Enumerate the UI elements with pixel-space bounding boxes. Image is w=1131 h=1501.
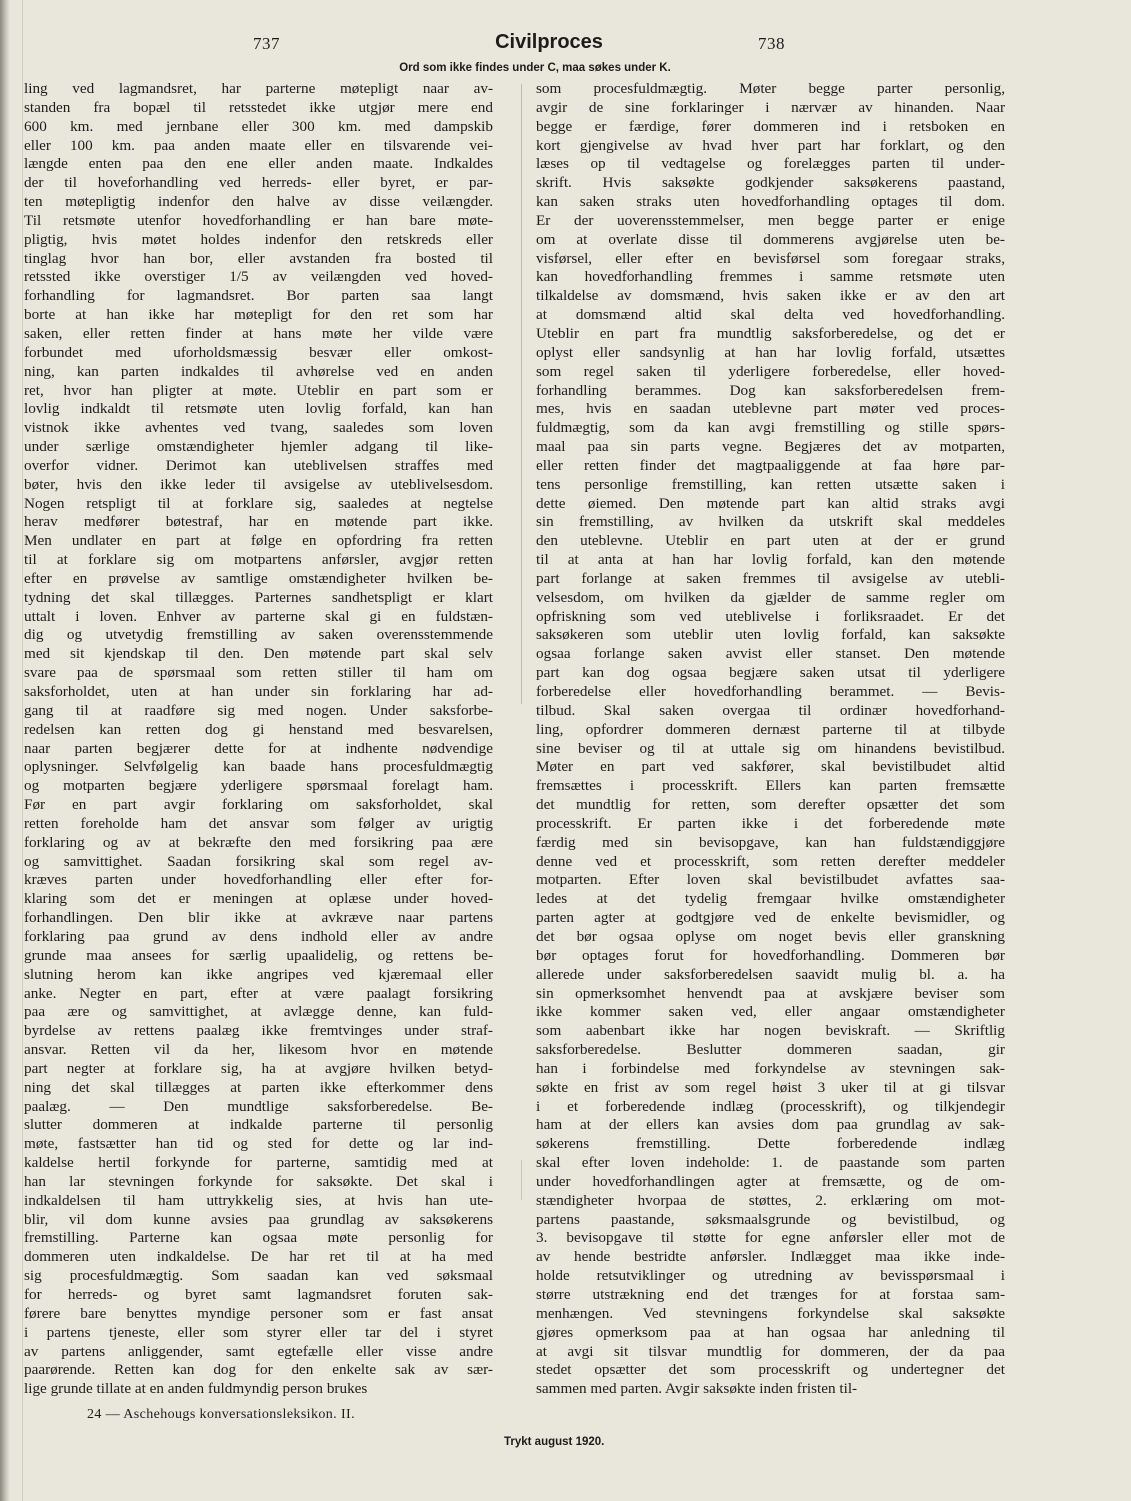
text-line: part forlange at saken fremmes til avsigelse av utebli- bbox=[536, 569, 1005, 587]
text-line: og motparten begjære yderligere spørsmaal forelagt ham. bbox=[24, 777, 493, 795]
text-line: stedet opsætter det som processkrift og undertegner det bbox=[536, 1361, 1005, 1379]
text-line: fuldmægtig, som da kan avgi fremstilling og stille spørs- bbox=[536, 419, 1005, 437]
text-line: pligtig, hvis møtet holdes indenfor den retskreds eller bbox=[24, 230, 493, 248]
text-line: overfor vidner. Derimot kan uteblivelsen straffes med bbox=[24, 456, 493, 474]
text-line: i partens tjeneste, eller som styrer eller tar del i styret bbox=[24, 1323, 493, 1341]
text-line: dette øiemed. Den møtende part kan altid straks avgi bbox=[536, 494, 1005, 512]
text-line: Uteblir en part fra mundtlig saksforberedelse, og det er bbox=[536, 324, 1005, 342]
text-line: bøter, hvis den ikke leder til avsigelse av uteblivelsesdom. bbox=[24, 475, 493, 493]
text-line: saksforholdet, uten at han under sin forklaring har ad- bbox=[24, 683, 493, 700]
text-line: fremstilling. Parterne kan ogsaa møte personlig for bbox=[24, 1229, 493, 1247]
text-line: tilbud. Skal saken overgaa til ordinær hovedforhand- bbox=[536, 701, 1005, 719]
text-line: Men undlater en part at følge en opfordring fra retten bbox=[24, 532, 493, 550]
text-line: part negter at forklare sig, ha at avgjøre hvilken betyd- bbox=[24, 1059, 493, 1077]
text-line: sig procesfuldmægtig. Som saadan kan ved søksmaal bbox=[24, 1267, 493, 1285]
text-line: møte, fastsætter han tid og sted for dette og lar ind- bbox=[24, 1135, 493, 1153]
text-line: allerede under saksforberedelsen saavidt mulig bl. a. ha bbox=[536, 965, 1005, 983]
text-line: bør optages forut for hovedforhandling. Dommeren bør bbox=[536, 946, 1005, 964]
text-line: grunde maa ansees for særlig upaalidelig, og rettens be- bbox=[24, 946, 493, 964]
text-line: retten foreholde ham det ansvar som følger av urigtig bbox=[24, 814, 493, 832]
text-line: den uteblevne. Uteblir en part uten at der er grund bbox=[536, 532, 1005, 550]
text-line: gang til at raadføre sig med nogen. Under saksforbe- bbox=[24, 701, 493, 719]
page-edge-shadow bbox=[0, 0, 10, 1501]
text-line: processkrift. Er parten ikke i det forberedende møte bbox=[536, 814, 1005, 832]
text-line: eller 100 km. paa anden maate eller en tilsvarende vei- bbox=[24, 136, 493, 154]
left-text-column bbox=[24, 80, 493, 1399]
text-line: menhængen. Ved stevningens forkyndelse skal saksøkte bbox=[536, 1304, 1005, 1322]
text-line: fremsættes i processkrift. Ellers kan parten fremsætte bbox=[536, 777, 1005, 795]
text-line: ten møtepligtig indenfor den halve av disse veilængder. bbox=[24, 193, 493, 211]
text-line: ogsaa forlange saken avvist eller stanset. Den møtende bbox=[536, 645, 1005, 663]
text-line: anke. Negter en part, efter at være paalagt forsikring bbox=[24, 984, 493, 1002]
text-line: 600 km. med jernbane eller 300 km. med dampskib bbox=[24, 117, 493, 135]
page-number-left: 737 bbox=[253, 34, 280, 53]
text-line: forbundet med uforholdsmæssig besvær eller omkost- bbox=[24, 343, 493, 361]
text-line: under hovedforhandlingen agter at fremsætte, og de om- bbox=[536, 1172, 1005, 1190]
text-line: forhandling berammes. Dog kan saksforberedelsen frem- bbox=[536, 381, 1005, 399]
text-line: herav medfører bøtestraf, har en møtende part ikke. bbox=[24, 513, 493, 531]
text-line: sin fremstilling, av hvilken da utskrift skal meddeles bbox=[536, 513, 1005, 531]
text-line: vistnok ikke avhentes ved tvang, saaledes som loven bbox=[24, 419, 493, 437]
text-line: det bør ogsaa oplyse om noget bevis eller granskning bbox=[536, 927, 1005, 945]
text-line: forhandling for lagmandsret. Bor parten saa langt bbox=[24, 287, 493, 305]
text-line: borte at han ikke har møtepligt for den ret som har bbox=[24, 306, 493, 324]
text-line: sammen med parten. Avgir saksøkte inden fristen til- bbox=[536, 1380, 858, 1398]
running-subtitle: Ord som ikke findes under C, maa søkes under K. bbox=[399, 62, 671, 74]
text-line: Er der uoverensstemmelser, men begge parter er enige bbox=[536, 211, 1005, 229]
text-line: velsesdom, om hvilken da gjælder de samme regler om bbox=[536, 588, 1005, 606]
text-line: som procesfuldmægtig. Møter begge parter personlig, bbox=[536, 80, 1005, 97]
text-line: søkte en frist av som regel høist 3 uker til at gi tilsvar bbox=[536, 1078, 1005, 1096]
text-line: saksøkeren som uteblir uten lovlig forfald, kan saksøkte bbox=[536, 626, 1005, 644]
text-line: under særlige omstændigheter hjemler adgang til like- bbox=[24, 438, 493, 456]
text-line: klaring som det er meningen at oplæse under hoved- bbox=[24, 890, 493, 908]
text-line: forberedelse eller hovedforhandling berammet. — Bevis- bbox=[536, 683, 1005, 700]
text-line: til at anta at han har lovlig forfald, kan den møtende bbox=[536, 551, 1005, 569]
text-line: ret, hvor han pligter at møte. Uteblir en part som er bbox=[24, 381, 493, 399]
text-line: søkerens fremstilling. Dette forberedende indlæg bbox=[536, 1135, 1005, 1153]
text-line: ikke kommer saken ved, eller angaar omstændigheter bbox=[536, 1003, 1005, 1021]
text-line: skrift. Hvis saksøkte godkjender saksøkerens paastand, bbox=[536, 174, 1005, 192]
text-line: at avgi sit tilsvar mundtlig for dommeren, der da paa bbox=[536, 1342, 1005, 1360]
text-line: kræves parten under hovedforhandling eller efter for- bbox=[24, 871, 493, 889]
right-text-column bbox=[536, 80, 1005, 1399]
text-line: lige grunde tillate at en anden fuldmyndig person brukes bbox=[24, 1380, 368, 1398]
text-line: sin opmerksomhet henvendt paa at avskjære beviser som bbox=[536, 984, 1005, 1002]
text-line: partens paastande, søksmaalsgrunde og bevistilbud, og bbox=[536, 1210, 1005, 1228]
text-line: forklaring og av at bekræfte den med forsikring paa ære bbox=[24, 833, 493, 851]
text-line: til at forklare sig om motpartens anførsler, avgjør retten bbox=[24, 551, 493, 569]
text-line: slutning herom kan ikke angripes ved kjæremaal eller bbox=[24, 965, 493, 983]
text-line: redelsen kan retten dog gi henstand med besvarelsen, bbox=[24, 720, 493, 738]
text-line: paarørende. Retten kan dog for den enkelte sak av sær- bbox=[24, 1361, 493, 1379]
page-number-right: 738 bbox=[758, 34, 785, 53]
text-line: denne ved et processkrift, som retten derefter meddeler bbox=[536, 852, 1005, 870]
text-line: holde retsutviklinger og utredning av bevisspørsmaal i bbox=[536, 1267, 1005, 1285]
text-line: det mundtlig for retten, som derefter opsætter det som bbox=[536, 796, 1005, 814]
print-date: Trykt august 1920. bbox=[504, 1436, 605, 1448]
text-line: opfriskning som ved uteblivelse i forliksraadet. Er det bbox=[536, 607, 1005, 625]
text-line: visførsel, eller efter en bevisførsel som foregaar straks, bbox=[536, 249, 1005, 267]
text-line: av hende bestridte anførsler. Indlægget maa ikke inde- bbox=[536, 1248, 1005, 1266]
text-line: oplysninger. Selvfølgelig kan baade hans procesfuldmægtig bbox=[24, 758, 493, 776]
text-line: avgir de sine forklaringer i nærvær av hinanden. Naar bbox=[536, 98, 1005, 116]
text-line: han i forbindelse med forkyndelse av stevningen sak- bbox=[536, 1059, 1005, 1077]
text-line: saken, eller retten finder at hans møte her vilde være bbox=[24, 324, 493, 342]
text-line: dig og utvetydig fremstilling av saken overensstemmende bbox=[24, 626, 493, 644]
text-line: forhandlingen. Den blir ikke at avkræve naar partens bbox=[24, 909, 493, 927]
text-line: sine beviser og til at uttale sig om hinandens bevistilbud. bbox=[536, 739, 1005, 757]
text-line: ansvar. Retten vil da her, likesom hvor en møtende bbox=[24, 1041, 493, 1059]
text-line: ling ved lagmandsret, har parterne møtepligt naar av- bbox=[24, 80, 493, 97]
text-line: efter en prøvelse av samtlige omstændigheter hvilken be- bbox=[24, 569, 493, 587]
text-line: byrdelse av rettens paalæg ikke fremtvinges under straf- bbox=[24, 1022, 493, 1040]
text-line: naar parten begjærer dette for at indhente nødvendige bbox=[24, 739, 493, 757]
text-line: Til retsmøte utenfor hovedforhandling er han bare møte- bbox=[24, 211, 493, 229]
text-line: begge er færdige, fører dommeren ind i retsboken en bbox=[536, 117, 1005, 135]
text-line: kaldelse hertil forkynde for parterne, samtidig med at bbox=[24, 1154, 493, 1172]
text-line: tilkaldelse av domsmænd, hvis saken ikke er av den art bbox=[536, 287, 1005, 305]
text-line: maal paa sin parts vegne. Begjæres det av motparten, bbox=[536, 438, 1005, 456]
text-line: tydning det skal tillægges. Parternes sandhetspligt er klart bbox=[24, 588, 493, 606]
text-line: i et forberedende indlæg (processkrift), og tilkjendegir bbox=[536, 1097, 1005, 1115]
text-line: større utstrækning end det trænges for at forstaa sam- bbox=[536, 1286, 1005, 1303]
text-line: saksforberedelse. Beslutter dommeren saadan, gir bbox=[536, 1041, 1005, 1059]
text-line: kort gjengivelse av hvad hver part har forklart, og den bbox=[536, 136, 1005, 154]
text-line: ning, kan parten indkaldes til avhørelse ved en anden bbox=[24, 362, 493, 380]
column-divider-lower bbox=[521, 1160, 522, 1200]
text-line: Nogen retspligt til at forklare sig, saaledes at negtelse bbox=[24, 494, 493, 512]
column-divider bbox=[521, 84, 522, 704]
text-line: indkaldelsen til ham uttrykkelig sies, at hvis han ute- bbox=[24, 1191, 493, 1209]
text-line: av partens anliggender, samt egtefælle eller visse andre bbox=[24, 1342, 493, 1360]
text-line: Før en part avgir forklaring om saksforholdet, skal bbox=[24, 796, 493, 814]
text-line: dommeren uten indkaldelse. De har ret til at ha med bbox=[24, 1248, 493, 1266]
text-line: om at overlate disse til dommerens avgjørelse uten be- bbox=[536, 230, 1005, 248]
text-line: standen fra bopæl til retsstedet ikke utgjør mere end bbox=[24, 98, 493, 116]
text-line: 3. bevisopgave til støtte for egne anførsler eller mot de bbox=[536, 1229, 1005, 1247]
running-title: Civilproces bbox=[495, 31, 603, 53]
text-line: for herreds- og byret samt lagmandsret foruten sak- bbox=[24, 1286, 493, 1303]
text-line: stændigheter hvorpaa de støttes, 2. erklæring om mot- bbox=[536, 1191, 1005, 1209]
text-line: kan saken straks uten hovedforhandling optages til dom. bbox=[536, 193, 1005, 211]
text-line: som regel saken til yderligere forberedelse, eller hoved- bbox=[536, 362, 1005, 380]
text-line: svare paa de spørsmaal som retten stiller til ham om bbox=[24, 664, 493, 682]
text-line: ham at der ellers kan avsies dom paa grundlag av sak- bbox=[536, 1116, 1005, 1134]
text-line: længde enten paa den ene eller anden maate. Indkaldes bbox=[24, 155, 493, 173]
text-line: retssted ikke overstiger 1/5 av veilængden ved hoved- bbox=[24, 268, 493, 286]
text-line: uttalt i loven. Enhver av parterne skal gi en fuldstæn- bbox=[24, 607, 493, 625]
text-line: slutter dommeren at indkalde parterne til personlig bbox=[24, 1116, 493, 1134]
text-line: han lar stevningen forkynde for saksøkte. Det skal i bbox=[24, 1172, 493, 1190]
text-line: Møter en part ved sakfører, skal bevistilbudet altid bbox=[536, 758, 1005, 776]
text-line: forklaring paa grund av dens indhold eller av andre bbox=[24, 927, 493, 945]
text-line: motparten. Efter loven skal bevistilbudet avfattes saa- bbox=[536, 871, 1005, 889]
text-line: ling, opfordrer dommeren dernæst parterne til at tilbyde bbox=[536, 720, 1005, 738]
text-line: oplyst eller sandsynlig at han har lovlig forfald, utsættes bbox=[536, 343, 1005, 361]
text-line: lovlig indkaldt til retsmøte uten lovlig forfald, kan han bbox=[24, 400, 493, 418]
text-line: færdig med sin bevisopgave, kan han fuldstændiggjøre bbox=[536, 833, 1005, 851]
text-line: med sit kjendskap til den. Den møtende part skal selv bbox=[24, 645, 493, 663]
text-line: part kan dog ogsaa begjære saken utsat til yderligere bbox=[536, 664, 1005, 682]
text-line: som aabenbart ikke har nogen beviskraft. — Skriftlig bbox=[536, 1022, 1005, 1040]
text-line: førere bare benyttes myndige personer som er fast ansat bbox=[24, 1304, 493, 1322]
text-line: parten agter at godtgjøre ved de enkelte bevismidler, og bbox=[536, 909, 1005, 927]
text-line: blir, vil dom kunne avsies paa grundlag av saksøkerens bbox=[24, 1210, 493, 1228]
text-line: der til hoveforhandling ved herreds- eller byret, er par- bbox=[24, 174, 493, 192]
text-line: tens personlige fremstilling, kan retten utsætte saken i bbox=[536, 475, 1005, 493]
text-line: paalæg. — Den mundtlige saksforberedelse. Be- bbox=[24, 1097, 493, 1115]
text-line: og samvittighet. Saadan forsikring skal som regel av- bbox=[24, 852, 493, 870]
text-line: ledes at det tydelig fremgaar hvilke omstændigheter bbox=[536, 890, 1005, 908]
text-line: at domsmænd altid skal delta ved hovedforhandling. bbox=[536, 306, 1005, 324]
text-line: mes, hvis en saadan uteblevne part møter ved proces- bbox=[536, 400, 1005, 418]
text-line: læses op til vedtagelse og forelægges parten til under- bbox=[536, 155, 1005, 173]
text-line: paa ære og samvittighet, at avlægge denne, kan fuld- bbox=[24, 1003, 493, 1021]
book-page bbox=[14, 0, 1131, 1501]
text-line: ning det skal tillægges at parten ikke efterkommer dens bbox=[24, 1078, 493, 1096]
text-line: tinglag hvor han bor, eller avstanden fra bosted til bbox=[24, 249, 493, 267]
text-line: eller retten finder det magtpaaliggende at faa høre par- bbox=[536, 456, 1005, 474]
text-line: skal efter loven indeholde: 1. de paastande som parten bbox=[536, 1154, 1005, 1172]
footer-signature: 24 — Aschehougs konversationsleksikon. II. bbox=[87, 1407, 355, 1422]
text-line: kan hovedforhandling fremmes i samme retsmøte uten bbox=[536, 268, 1005, 286]
text-line: gjøres opmerksom paa at han ogsaa har anledning til bbox=[536, 1323, 1005, 1341]
